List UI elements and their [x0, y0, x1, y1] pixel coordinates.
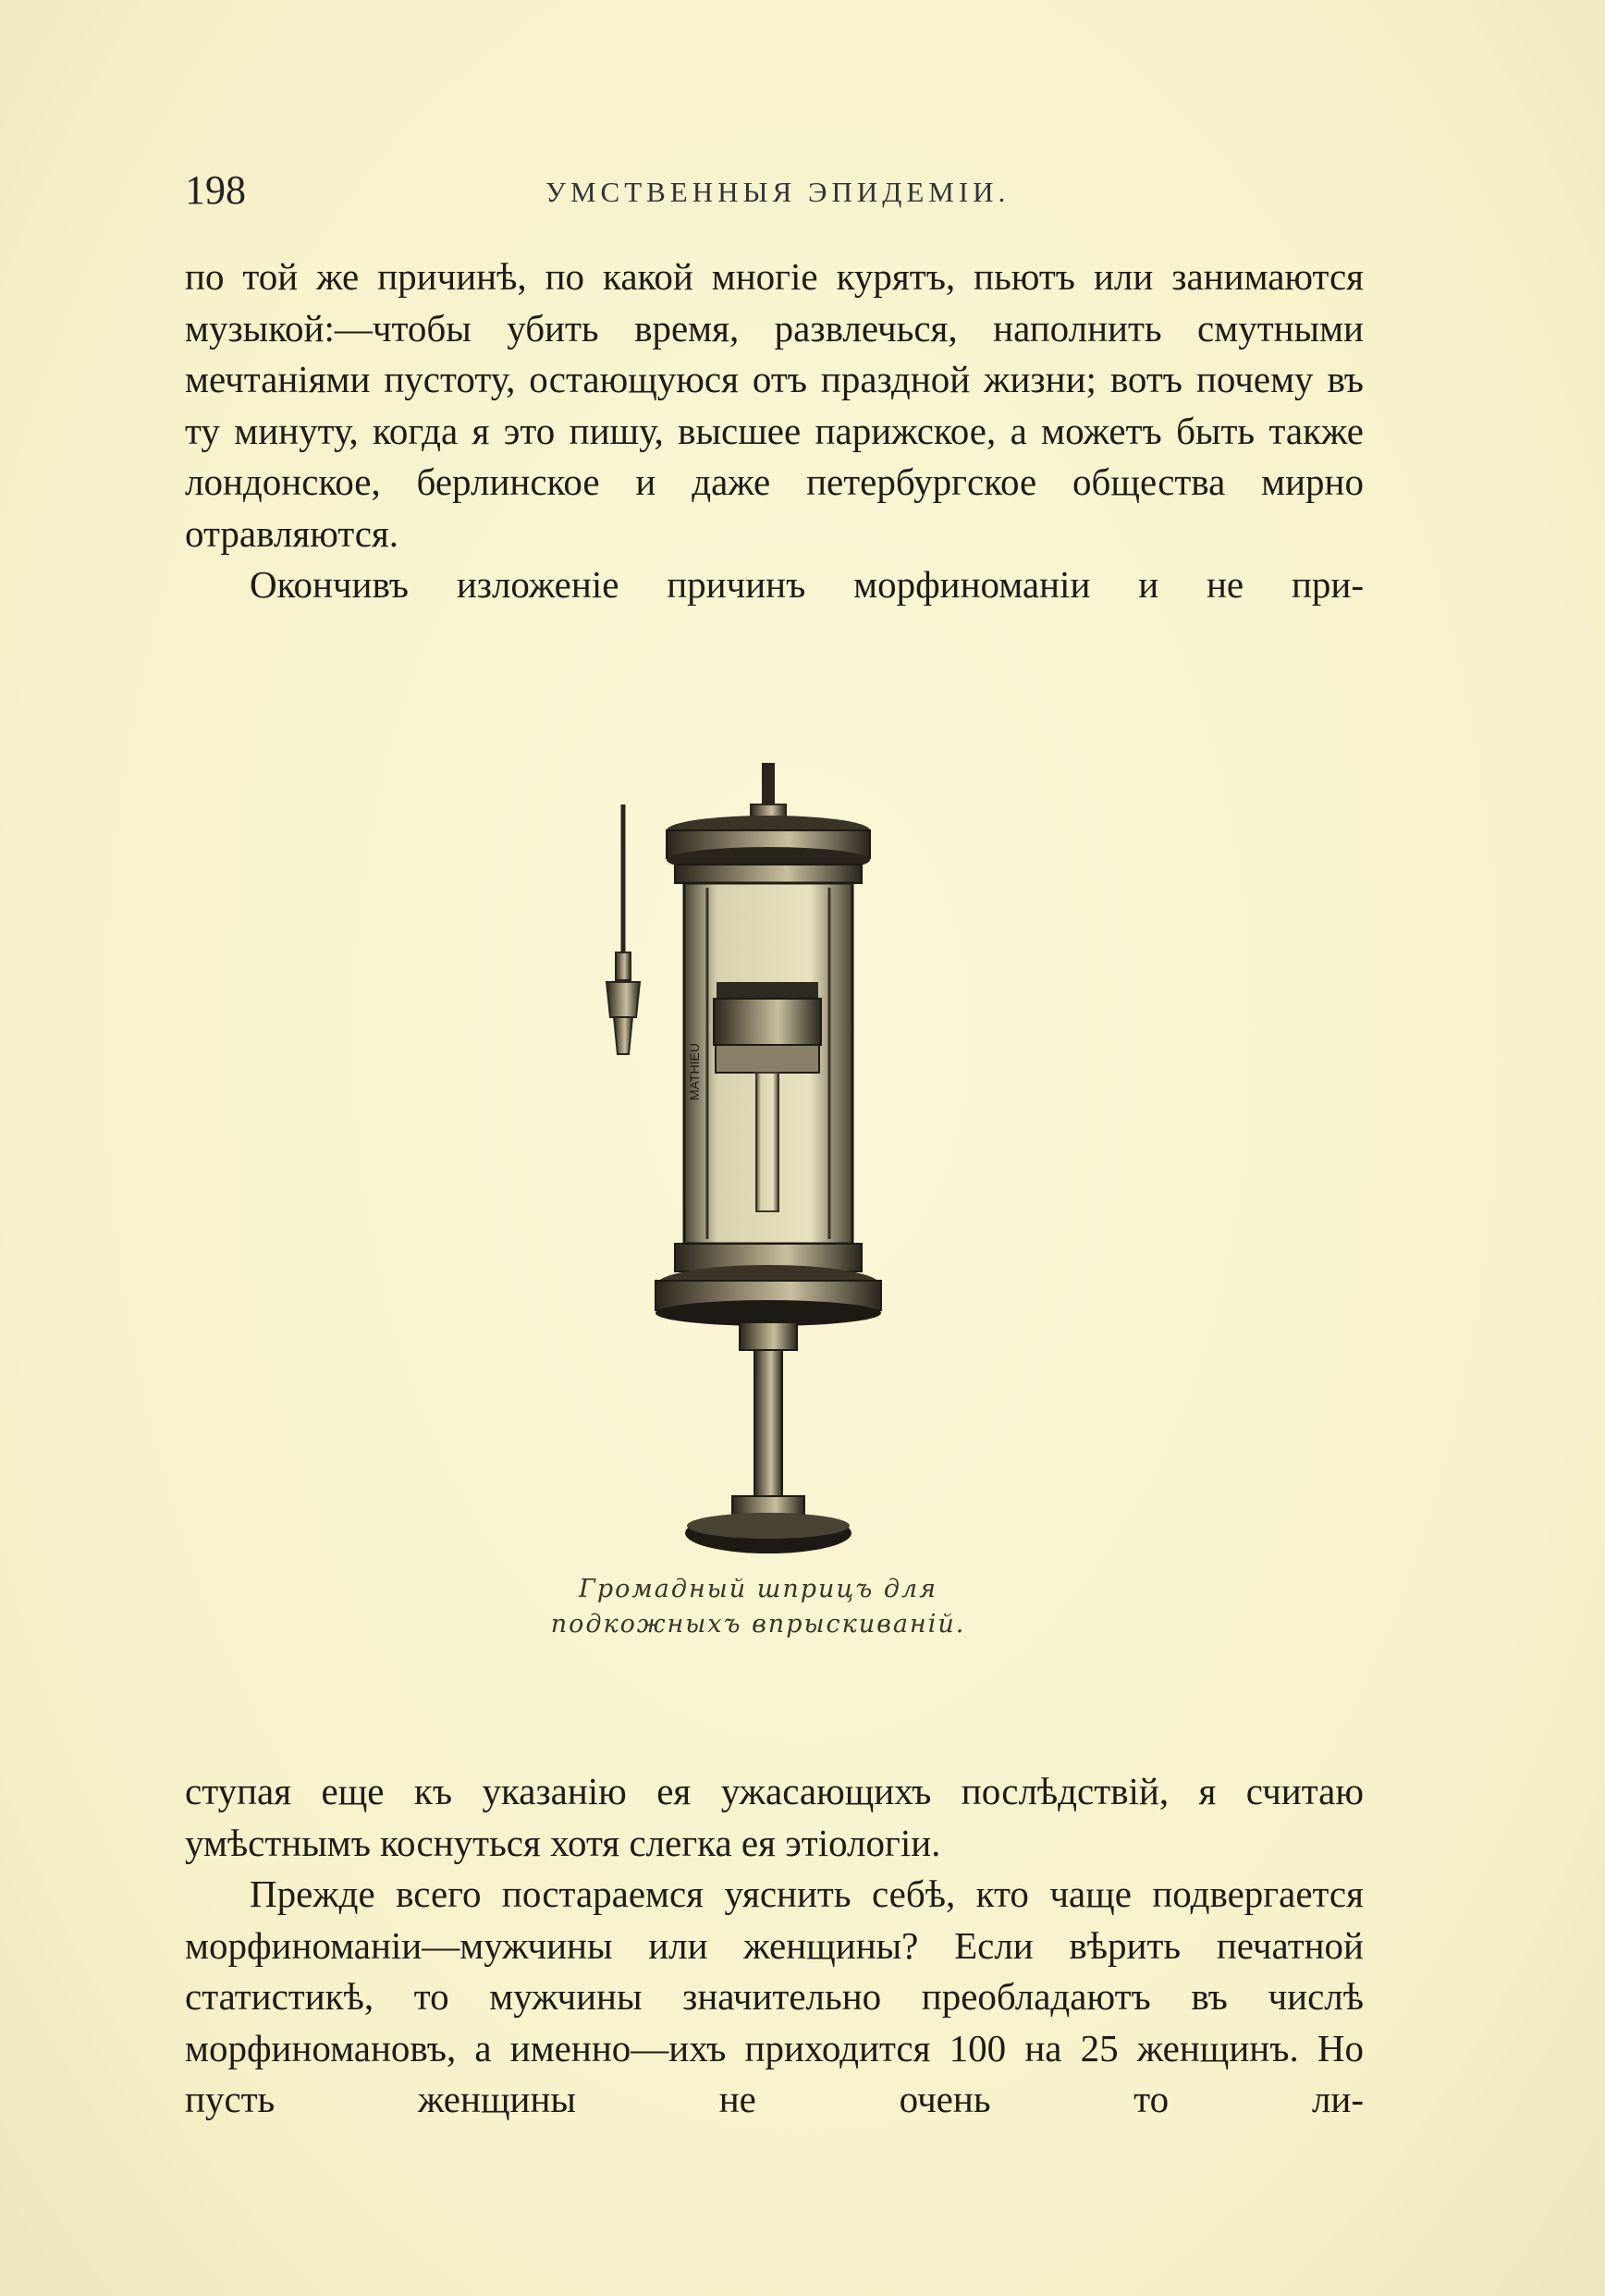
- syringe-illustration: [518, 740, 1035, 1572]
- page-number: 198: [185, 167, 246, 213]
- paragraph: ступая еще къ указанію ея ужасающихъ послѣдствій, я считаю умѣстнымъ коснуться хотя слегка ея этіологіи.: [185, 1770, 1364, 1864]
- paragraph: Окончивъ изложеніе причинъ морфиноманіи и не при-: [250, 563, 1364, 606]
- caption-line: Громадный шприцъ для: [579, 1575, 937, 1603]
- running-title: УМСТВЕННЫЯ ЭПИДЕМІИ.: [545, 176, 1011, 208]
- paragraph: по той же причинѣ, по какой многіе курятъ, пьютъ или занимаются музыкой:—чтобы убить время, развлечься, наполнить смутными мечтаніями пустоту, остающуюся отъ праздной жизни; вотъ почему въ ту минуту, когда я это пишу, высшее парижское, а можетъ быть также лондонское, берлинское и даже петербургское общества мирно отравляются.: [185, 255, 1364, 555]
- paragraph: Прежде всего постараемся уяснить себѣ, кто чаще подвергается морфиноманіи—мужчины или женщины? Если вѣрить печатной статистикѣ, то мужчины значительно преобладаютъ въ числѣ морфиномановъ, а именно—ихъ приходится 100 на 25 женщинъ. Но пусть женщины не очень то ли-: [185, 1872, 1364, 2120]
- body-text-bottom: [185, 1766, 1364, 2126]
- page-header: [185, 166, 1368, 222]
- caption-line: подкожныхъ впрыскиваній.: [550, 1610, 966, 1639]
- engraved-label: MATHIEU: [687, 1043, 702, 1100]
- body-text-top: [185, 252, 1364, 611]
- needle-part: [606, 804, 640, 1054]
- figure-caption: [518, 1572, 999, 1642]
